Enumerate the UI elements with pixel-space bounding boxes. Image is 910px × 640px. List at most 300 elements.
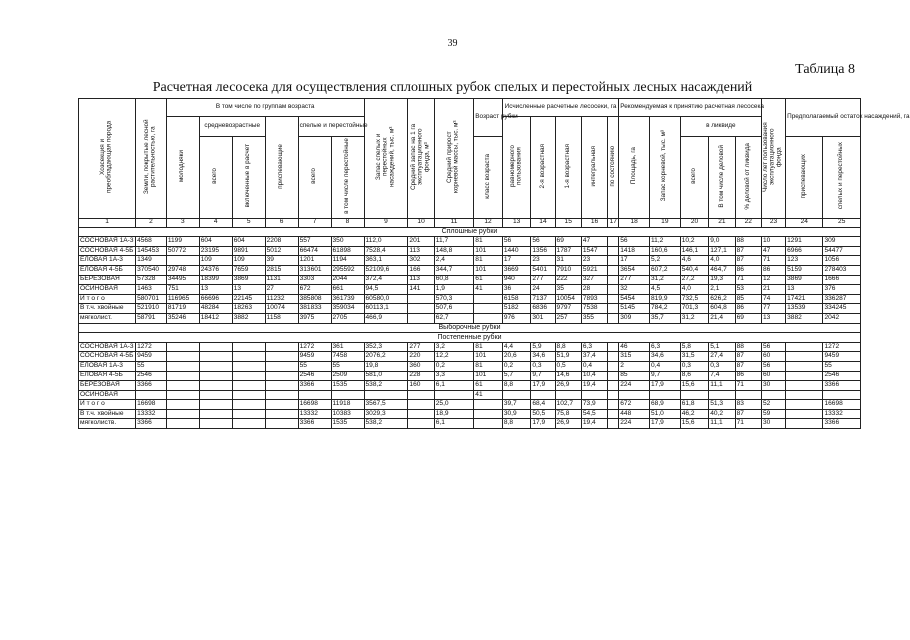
table-cell: 13 [761, 313, 785, 323]
table-cell: 220 [408, 352, 434, 362]
table-cell: 21 [761, 285, 785, 295]
header-calc-cutting: Исчисленные расчетные лесосеки, га [502, 99, 618, 117]
table-cell: 18399 [199, 275, 232, 285]
table-cell [232, 361, 265, 371]
table-cell: 13 [786, 285, 823, 295]
table-cell [474, 294, 503, 304]
table-cell: 580701 [136, 294, 167, 304]
table-cell: 116965 [166, 294, 199, 304]
table-cell: 25,0 [434, 400, 474, 410]
table-cell [265, 371, 298, 381]
table-cell: 35246 [166, 313, 199, 323]
table-row [79, 409, 861, 419]
table-cell: 66474 [298, 246, 331, 256]
table-cell: 26,9 [555, 419, 581, 429]
column-number: 3 [166, 218, 199, 227]
table-cell [265, 381, 298, 391]
table-cell: 86 [761, 265, 785, 275]
table-cell: 16698 [136, 400, 167, 410]
table-cell: 8,6 [680, 371, 709, 381]
row-label: мягколиств. [79, 419, 136, 429]
table-cell: 6158 [502, 294, 531, 304]
table-cell [786, 419, 823, 429]
table-cell: 701,3 [680, 304, 709, 314]
header-root-stock: Запас корневой, тыс. м³ [649, 117, 680, 219]
table-cell [474, 313, 503, 323]
table-cell [331, 390, 364, 400]
table-cell: 819,9 [649, 294, 680, 304]
row-label: В т.ч. хвойные [79, 304, 136, 314]
table-cell [265, 342, 298, 352]
table-cell: 626,2 [709, 294, 735, 304]
table-cell: 370540 [136, 265, 167, 275]
table-cell: 2815 [265, 265, 298, 275]
table-row [79, 352, 861, 362]
table-cell: 166 [408, 265, 434, 275]
table-cell: 228 [408, 371, 434, 381]
table-cell: 81 [474, 342, 503, 352]
table-cell [199, 381, 232, 391]
table-cell: 19,4 [581, 419, 607, 429]
header-avg-stock: Средний запас на 1 га эксплуатационного фонда, м³ [408, 99, 434, 219]
table-cell: 0,3 [709, 361, 735, 371]
table-cell [555, 390, 581, 400]
table-cell: 5,1 [709, 342, 735, 352]
table-cell [761, 390, 785, 400]
table-cell [786, 400, 823, 410]
row-label: мягколист. [79, 313, 136, 323]
table-cell: 2 [619, 361, 650, 371]
table-cell [166, 381, 199, 391]
table-cell: 7458 [331, 352, 364, 362]
table-cell: 466,9 [364, 313, 408, 323]
row-label: ЕЛОВАЯ 4-5Б [79, 371, 136, 381]
table-cell: 60580,0 [364, 294, 408, 304]
table-cell: 5,9 [531, 342, 555, 352]
table-cell: 13 [232, 285, 265, 295]
table-cell: 7659 [232, 265, 265, 275]
header-ripe: спелые и перестойные [298, 117, 364, 137]
header-mid: средневозрастные [199, 117, 265, 137]
header-liq-business: В том числе деловой [709, 137, 735, 219]
table-cell: 19,3 [709, 275, 735, 285]
table-cell [232, 409, 265, 419]
header-remain: Предполагаемый остаток насаждений, га [786, 99, 861, 137]
table-cell: 278403 [823, 265, 861, 275]
table-cell: 52109,6 [364, 265, 408, 275]
table-cell: 381833 [298, 304, 331, 314]
table-cell: 46,2 [680, 409, 709, 419]
table-cell: 5145 [619, 304, 650, 314]
table-cell: 87 [735, 352, 761, 362]
table-cell [680, 390, 709, 400]
row-label: СОСНОВАЯ 1А-3 [79, 237, 136, 247]
table-cell [199, 371, 232, 381]
table-cell: 34,6 [531, 352, 555, 362]
table-cell: 2,1 [709, 285, 735, 295]
column-number: 22 [735, 218, 761, 227]
table-cell: 87 [735, 361, 761, 371]
table-cell: 31 [555, 256, 581, 266]
table-cell: 30 [761, 381, 785, 391]
table-cell [232, 381, 265, 391]
table-cell: 109 [232, 256, 265, 266]
table-cell: 5454 [619, 294, 650, 304]
table-cell: 607,2 [649, 265, 680, 275]
table-cell: 521910 [136, 304, 167, 314]
table-cell [608, 409, 619, 419]
table-cell: 69 [555, 237, 581, 247]
table-cell [823, 390, 861, 400]
table-cell: 751 [166, 285, 199, 295]
section-header [79, 323, 861, 333]
table-cell [608, 419, 619, 429]
table-cell [408, 400, 434, 410]
table-cell: 1272 [298, 342, 331, 352]
column-numbers-row [79, 218, 861, 227]
header-age-class: класс возраста [474, 137, 503, 219]
table-cell [608, 381, 619, 391]
table-cell: 8,8 [502, 419, 531, 429]
table-cell [166, 361, 199, 371]
table-cell [199, 409, 232, 419]
table-cell [786, 371, 823, 381]
table-cell [434, 390, 474, 400]
table-cell: 39,7 [502, 400, 531, 410]
table-cell: 101 [474, 371, 503, 381]
table-cell: 85 [619, 371, 650, 381]
table-cell: 9891 [232, 246, 265, 256]
table-cell: 1787 [555, 246, 581, 256]
table-cell [265, 409, 298, 419]
table-cell: 62,7 [434, 313, 474, 323]
table-cell: 14,6 [555, 371, 581, 381]
table-cell: 10383 [331, 409, 364, 419]
header-uniform: равномерного пользования [502, 117, 531, 219]
table-cell: 56 [531, 237, 555, 247]
table-cell: 27 [265, 285, 298, 295]
table-cell: 336287 [823, 294, 861, 304]
table-row [79, 313, 861, 323]
table-cell: 88 [735, 237, 761, 247]
table-cell: 27,2 [680, 275, 709, 285]
table-cell: 81 [474, 361, 503, 371]
table-cell: 0,2 [434, 361, 474, 371]
table-cell: 10 [761, 237, 785, 247]
header-rec-cutting: Рекомендуемая к принятию расчетная лесосека [619, 99, 762, 117]
table-cell [786, 390, 823, 400]
table-row [79, 275, 861, 285]
table-cell: 18412 [199, 313, 232, 323]
table-cell: 507,6 [434, 304, 474, 314]
table-row [79, 419, 861, 429]
table-cell: 3366 [823, 381, 861, 391]
table-cell: 21,4 [709, 313, 735, 323]
table-cell: 1418 [619, 246, 650, 256]
table-cell: 222 [555, 275, 581, 285]
table-cell [199, 419, 232, 429]
header-forest-area: Земли, покрытые лесной растительностью, га [136, 99, 167, 219]
table-cell: 141 [408, 285, 434, 295]
table-cell: 60 [761, 352, 785, 362]
table-cell: 9459 [298, 352, 331, 362]
header-age2: 2-я возрастная [531, 117, 555, 219]
table-cell: 5,2 [649, 256, 680, 266]
header-prespelye: приспевающие [265, 117, 298, 219]
row-label: В т.ч. хвойные [79, 409, 136, 419]
table-cell [786, 352, 823, 362]
table-cell: 3882 [232, 313, 265, 323]
header-ripe-all: всего [298, 137, 331, 219]
table-cell: 2,4 [434, 256, 474, 266]
table-cell: 81719 [166, 304, 199, 314]
table-row [79, 237, 861, 247]
table-cell: 352,3 [364, 342, 408, 352]
table-cell [786, 361, 823, 371]
column-number: 19 [649, 218, 680, 227]
table-cell: 9,7 [649, 371, 680, 381]
column-number: 14 [531, 218, 555, 227]
table-cell: 39 [265, 256, 298, 266]
table-cell: 315 [619, 352, 650, 362]
table-cell: 17,9 [649, 419, 680, 429]
table-cell: 13332 [823, 409, 861, 419]
table-cell [408, 419, 434, 429]
table-cell: 17,9 [531, 419, 555, 429]
table-cell: 1291 [786, 237, 823, 247]
table-cell: 23195 [199, 246, 232, 256]
column-number: 4 [199, 218, 232, 227]
table-cell: 1547 [581, 246, 607, 256]
table-cell: 224 [619, 381, 650, 391]
table-cell [608, 294, 619, 304]
table-cell: 1131 [265, 275, 298, 285]
table-cell: 23 [581, 256, 607, 266]
header-young: молодняки [166, 117, 199, 219]
table-cell: 40,2 [709, 409, 735, 419]
table-cell: 2044 [331, 275, 364, 285]
row-label: ЕЛОВАЯ 4-5Б [79, 265, 136, 275]
table-cell: 0,2 [502, 361, 531, 371]
table-cell: 10074 [265, 304, 298, 314]
column-number: 24 [786, 218, 823, 227]
table-row [79, 304, 861, 314]
table-cell [608, 352, 619, 362]
table-cell: 32 [619, 285, 650, 295]
table-cell [608, 361, 619, 371]
table-cell: 9,0 [709, 237, 735, 247]
table-cell: 976 [502, 313, 531, 323]
table-cell: 3869 [786, 275, 823, 285]
table-cell: 1201 [298, 256, 331, 266]
table-cell [232, 371, 265, 381]
table-cell: 604,8 [709, 304, 735, 314]
table-cell [265, 361, 298, 371]
table-body [79, 218, 861, 428]
table-cell: 60 [761, 371, 785, 381]
column-number: 15 [555, 218, 581, 227]
table-cell: 7,4 [709, 371, 735, 381]
table-cell: 68,9 [649, 400, 680, 410]
table-cell: 1,9 [434, 285, 474, 295]
table-cell [166, 409, 199, 419]
table-cell [608, 285, 619, 295]
header-pool: Хозсекция и преобладающая порода [79, 99, 136, 219]
table-cell: 30,9 [502, 409, 531, 419]
table-number: Таблица 8 [795, 62, 855, 77]
table-cell [166, 352, 199, 362]
header-years: Число лет пользования эксплуатационного фонда [761, 99, 785, 219]
table-cell: 2509 [331, 371, 364, 381]
table-cell: 17 [619, 256, 650, 266]
table-cell [136, 390, 167, 400]
table-cell: 18263 [232, 304, 265, 314]
table-cell: 101 [474, 265, 503, 275]
table-cell: 361739 [331, 294, 364, 304]
table-cell: 9797 [555, 304, 581, 314]
table-cell [166, 371, 199, 381]
table-cell: 2546 [823, 371, 861, 381]
table-cell [232, 390, 265, 400]
table-cell [786, 409, 823, 419]
header-avg-growth: Средний прирост корневой массы, тыс. м³ [434, 99, 474, 219]
table-cell: 41 [474, 390, 503, 400]
table-cell: 2546 [136, 371, 167, 381]
column-number: 18 [619, 218, 650, 227]
table-cell: 109 [199, 256, 232, 266]
table-cell: 31,2 [649, 275, 680, 285]
table-cell: 538,2 [364, 419, 408, 429]
table-cell: 86 [735, 304, 761, 314]
table-cell: 334245 [823, 304, 861, 314]
table-cell [408, 294, 434, 304]
table-row [79, 294, 861, 304]
table-cell: 784,2 [649, 304, 680, 314]
table-cell [199, 352, 232, 362]
table-cell: 34495 [166, 275, 199, 285]
table-cell: 2042 [823, 313, 861, 323]
table-cell: 301 [531, 313, 555, 323]
table-cell: 30 [761, 419, 785, 429]
table-cell: 102,7 [555, 400, 581, 410]
table-cell: 47 [581, 237, 607, 247]
table-row [79, 246, 861, 256]
table-cell: 69 [735, 313, 761, 323]
table-cell: 28 [581, 285, 607, 295]
table-cell: 277 [408, 342, 434, 352]
header-age-groups: В том числе по группам возраста [166, 99, 364, 117]
table-cell: 57328 [136, 275, 167, 285]
table-cell: 77 [761, 304, 785, 314]
table-cell: 146,1 [680, 246, 709, 256]
table-cell: 11,2 [649, 237, 680, 247]
header-liquid: в ликвиде [680, 117, 761, 137]
table-cell: 11,7 [434, 237, 474, 247]
table-cell: 94,5 [364, 285, 408, 295]
table-cell: 538,2 [364, 381, 408, 391]
table-cell [408, 313, 434, 323]
table-cell: 81 [474, 237, 503, 247]
table-cell: 19,8 [364, 361, 408, 371]
table-cell: 5,7 [502, 371, 531, 381]
table-cell: 11,1 [709, 419, 735, 429]
header-area: Площадь, га [619, 117, 650, 219]
section-header [79, 227, 861, 237]
table-cell: 1356 [531, 246, 555, 256]
table-cell [474, 419, 503, 429]
row-label: И т о г о [79, 294, 136, 304]
header-rem-pris: приспевающих [786, 137, 823, 219]
table-cell: 4,6 [680, 256, 709, 266]
column-number: 10 [408, 218, 434, 227]
table-cell [649, 390, 680, 400]
table-cell: 344,7 [434, 265, 474, 275]
table-cell: 355 [581, 313, 607, 323]
table-cell: 2076,2 [364, 352, 408, 362]
table-cell: 6,3 [581, 342, 607, 352]
column-number: 21 [709, 218, 735, 227]
table-cell: 3366 [136, 419, 167, 429]
table-cell: 361 [331, 342, 364, 352]
table-cell: 201 [408, 237, 434, 247]
table-cell: 309 [823, 237, 861, 247]
table-cell: 81 [474, 256, 503, 266]
row-label: ЕЛОВАЯ 1А-3 [79, 256, 136, 266]
table-cell: 56 [761, 342, 785, 352]
table-cell: 359034 [331, 304, 364, 314]
table-cell: 277 [619, 275, 650, 285]
table-cell: 3029,3 [364, 409, 408, 419]
column-number: 16 [581, 218, 607, 227]
table-cell: 11,1 [709, 381, 735, 391]
table-cell [581, 390, 607, 400]
table-cell: 3654 [619, 265, 650, 275]
table-cell: 55 [136, 361, 167, 371]
header-liq-all: всего [680, 137, 709, 219]
table-cell: 13539 [786, 304, 823, 314]
table-cell: 1158 [265, 313, 298, 323]
table-cell: 87 [735, 246, 761, 256]
table-cell: 55 [823, 361, 861, 371]
table-cell: 71 [761, 256, 785, 266]
table-cell: 4,5 [649, 285, 680, 295]
table-cell: 10,2 [680, 237, 709, 247]
table-cell [199, 342, 232, 352]
table-cell: 2705 [331, 313, 364, 323]
row-label: СОСНОВАЯ 4-5Б [79, 352, 136, 362]
table-cell: 37,4 [581, 352, 607, 362]
row-label: СОСНОВАЯ 1А-3 [79, 342, 136, 352]
table-row [79, 361, 861, 371]
table-cell [408, 390, 434, 400]
table-cell: 7910 [555, 265, 581, 275]
table-cell: 581,0 [364, 371, 408, 381]
table-cell [531, 390, 555, 400]
table-row [79, 265, 861, 275]
table-cell: 0,4 [649, 361, 680, 371]
table-cell: 6,1 [434, 381, 474, 391]
table-cell: 5401 [531, 265, 555, 275]
table-cell [608, 371, 619, 381]
table-cell: 13 [199, 285, 232, 295]
table-cell: 5159 [786, 265, 823, 275]
table-cell: 51,0 [649, 409, 680, 419]
table-cell: 31,2 [680, 313, 709, 323]
table-cell: 224 [619, 419, 650, 429]
table-cell: 3882 [786, 313, 823, 323]
table-cell: 61,8 [680, 400, 709, 410]
table-cell: 41 [474, 285, 503, 295]
